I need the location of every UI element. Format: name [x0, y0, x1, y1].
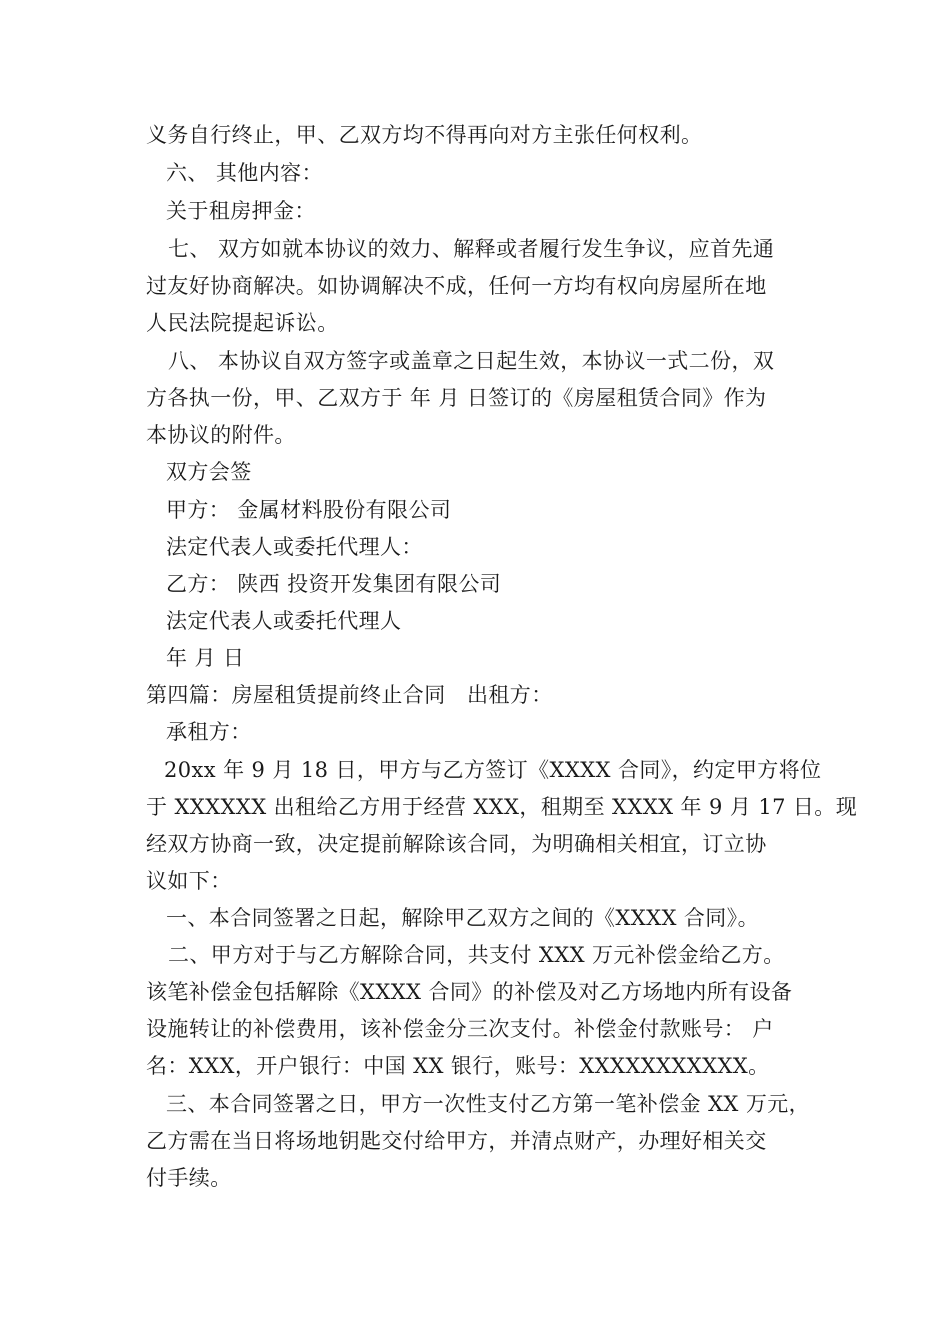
clause-three-line-2: 乙方需在当日将场地钥匙交付给甲方，并清点财产，办理好相关交	[146, 1129, 767, 1153]
clause-two-line-4: 名：XXX，开户银行：中国 XX 银行，账号：XXXXXXXXXXX。	[146, 1054, 770, 1078]
intro-line-2: 于 XXXXXX 出租给乙方用于经营 XXX，租期至 XXXX 年 9 月 17 日。现	[146, 795, 858, 819]
section-seven-line-2: 过友好协商解决。如协调解决不成，任何一方均有权向房屋所在地	[146, 274, 767, 298]
intro-line-3: 经双方协商一致，决定提前解除该合同，为明确相关相宜，订立协	[146, 832, 767, 856]
section-eight-line-3: 本协议的附件。	[146, 423, 296, 447]
clause-two-line-1: 二、甲方对于与乙方解除合同，共支付 XXX 万元补偿金给乙方。	[168, 943, 785, 967]
clause-three-line-1: 三、本合同签署之日，甲方一次性支付乙方第一笔补偿金 XX 万元，	[166, 1092, 811, 1116]
section-seven-line-3: 人民法院提起诉讼。	[146, 311, 339, 335]
date-line: 年 月 日	[166, 646, 245, 670]
section-eight-line-1: 八、 本协议自双方签字或盖章之日起生效，本协议一式二份，双	[168, 349, 775, 373]
party-b-representative: 法定代表人或委托代理人	[166, 609, 402, 633]
intro-line-4: 议如下：	[146, 869, 232, 893]
section-seven-line-1: 七、 双方如就本协议的效力、解释或者履行发生争议，应首先通	[168, 237, 775, 261]
section-six-heading: 六、 其他内容：	[166, 161, 323, 185]
tenant-line: 承租方：	[166, 720, 252, 744]
text-line-1: 义务自行终止，甲、乙双方均不得再向对方主张任何权利。	[146, 123, 703, 147]
joint-signature-heading: 双方会签	[166, 460, 252, 484]
clause-one: 一、本合同签署之日起，解除甲乙双方之间的《XXXX 合同》。	[166, 906, 759, 930]
party-a-representative: 法定代表人或委托代理人：	[166, 535, 423, 559]
clause-two-line-3: 设施转让的补偿费用，该补偿金分三次支付。补偿金付款账号： 户	[146, 1017, 774, 1041]
section-eight-line-2: 方各执一份，甲、乙双方于 年 月 日签订的《房屋租赁合同》作为	[146, 386, 767, 410]
intro-line-1: 20xx 年 9 月 18 日，甲方与乙方签订《XXXX 合同》，约定甲方将位	[164, 758, 822, 782]
chapter-four-heading: 第四篇：房屋租赁提前终止合同 出租方：	[146, 683, 553, 707]
clause-two-line-2: 该笔补偿金包括解除《XXXX 合同》的补偿及对乙方场地内所有设备	[146, 980, 793, 1004]
deposit-heading: 关于租房押金：	[166, 199, 316, 223]
party-a-line: 甲方： 金属材料股份有限公司	[166, 498, 452, 522]
clause-three-line-3: 付手续。	[146, 1166, 232, 1190]
party-b-line: 乙方： 陕西 投资开发集团有限公司	[166, 572, 502, 596]
